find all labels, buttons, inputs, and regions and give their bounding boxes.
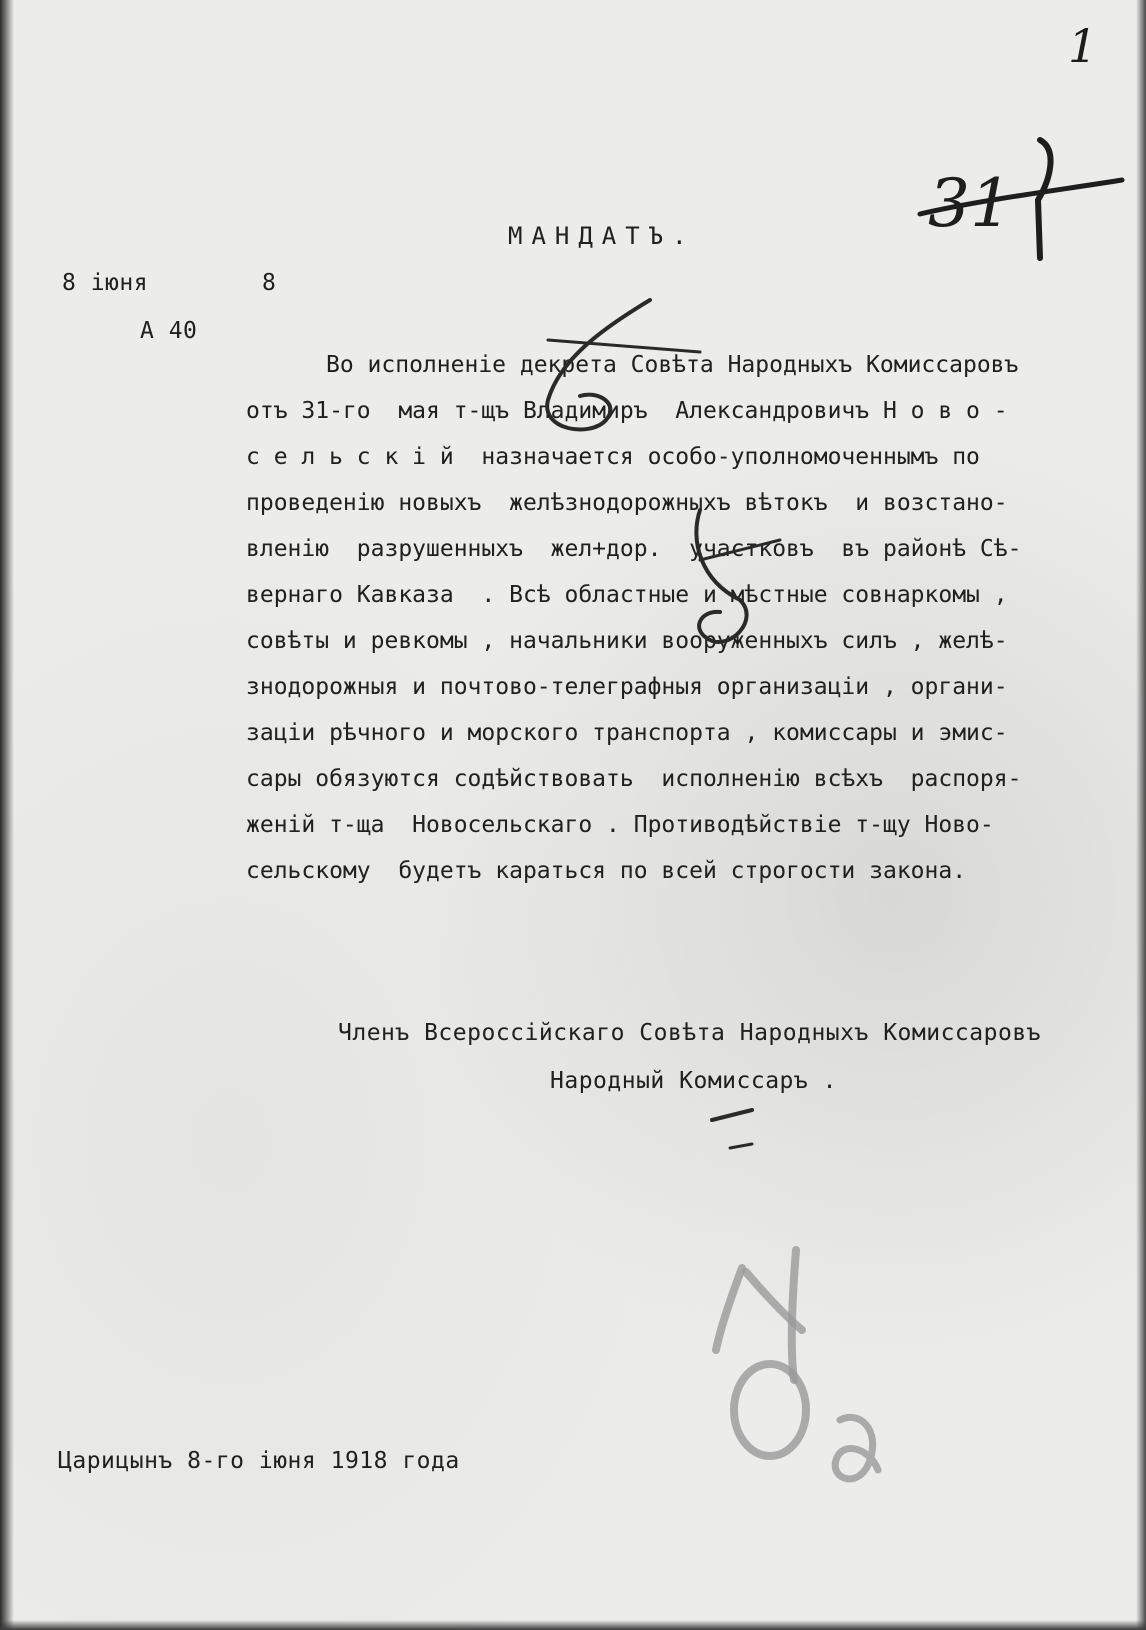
document-title: МАНДАТЪ. <box>508 222 696 250</box>
body-line: вернаго Кавказа . Всѣ областные и мѣстные совнаркомы , <box>246 582 1008 608</box>
signature-role: Народный Комиссаръ . <box>550 1068 837 1094</box>
scan-edge-right <box>1136 0 1146 1630</box>
handwritten-number: 31 <box>928 165 1012 242</box>
document-day-number: 8 <box>262 270 277 296</box>
body-line: проведенію новыхъ желѣзнодорожныхъ вѣтокъ и возстано- <box>246 490 1008 516</box>
place-and-date: Царицынъ 8-го іюня 1918 года <box>58 1448 460 1474</box>
body-line: совѣты и ревкомы , начальники вооруженныхъ силъ , желѣ- <box>246 628 1008 654</box>
body-line: женій т-ща Новосельскаго . Противодѣйствіе т-щу Ново- <box>246 812 994 838</box>
body-line: отъ 31-го мая т-щъ Владимиръ Александровичъ Н о в о - <box>246 398 1008 424</box>
archive-page-number: 1 <box>1068 19 1098 73</box>
body-line: сельскому будетъ караться по всей строгости закона. <box>246 858 967 884</box>
body-line: знодорожныя и почтово-телеграфныя организаціи , органи- <box>246 674 1008 700</box>
body-line: заціи рѣчного и морского транспорта , комиссары и эмис- <box>246 720 1008 746</box>
document-date: 8 іюня <box>62 270 149 296</box>
body-line: вленію разрушенныхъ жел+дор. участковъ въ районѣ Сѣ- <box>246 536 1022 562</box>
scan-edge-left <box>0 0 14 1630</box>
signature-title: Членъ Всероссійскаго Совѣта Народныхъ Комиссаровъ <box>338 1020 1042 1046</box>
body-line: сары обязуются содѣйствовать исполненію всѣхъ распоря- <box>246 766 1022 792</box>
body-line: с е л ь с к і й назначается особо-уполномоченнымъ по <box>246 444 980 470</box>
scan-edge-bottom <box>0 1620 1146 1630</box>
document-reference: А 40 <box>140 318 198 344</box>
body-line: Во исполненіе декрета Совѣта Народныхъ Комиссаровъ <box>326 352 1019 378</box>
